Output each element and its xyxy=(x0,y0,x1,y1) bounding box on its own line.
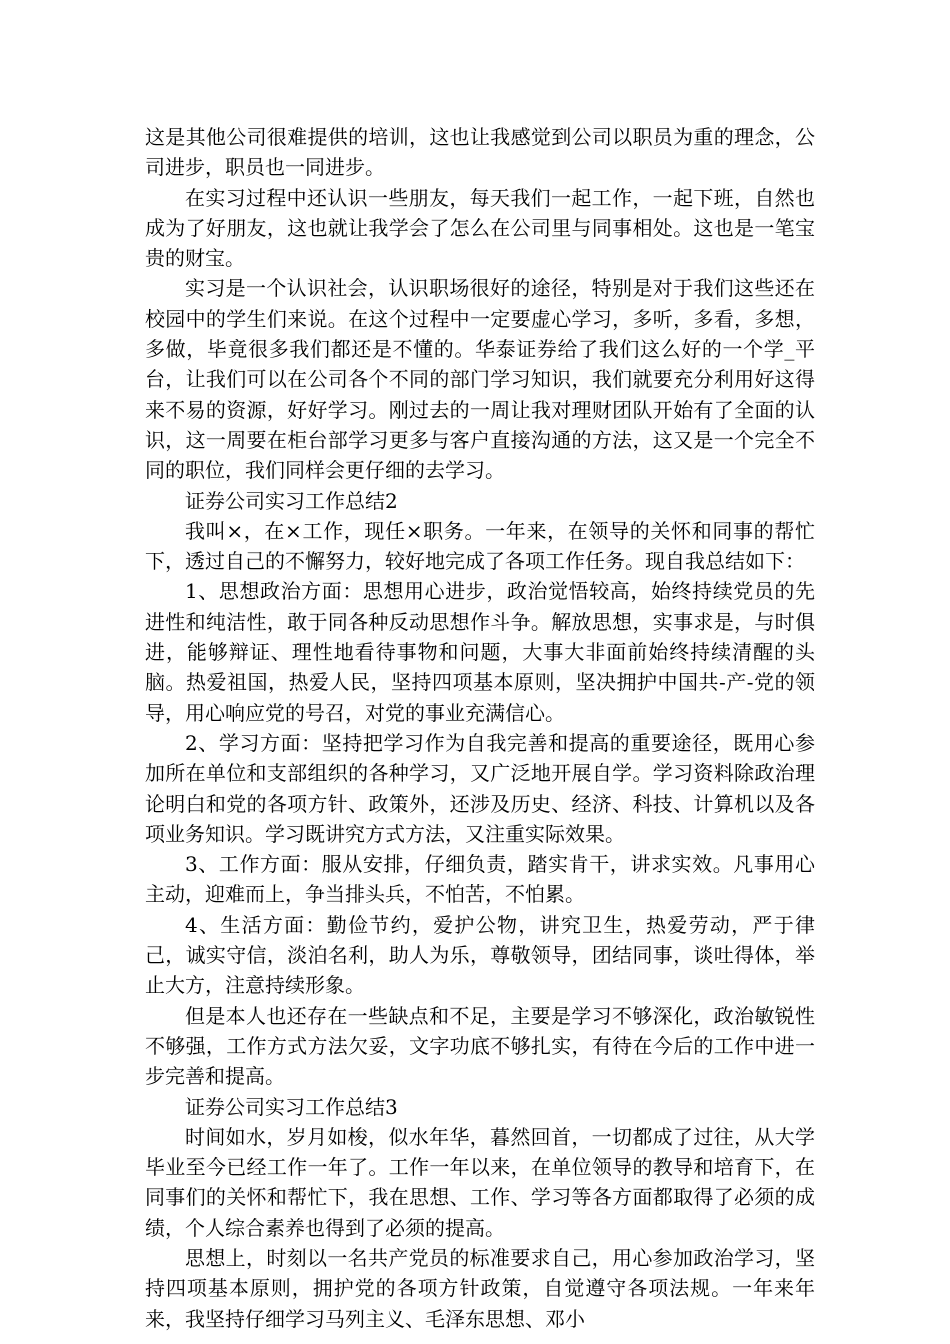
paragraph-life: 4、生活方面：勤俭节约，爱护公物，讲究卫生，热爱劳动，严于律己，诚实守信，淡泊名利，助人为乐，尊敬领导，团结同事，谈吐得体，举止大方，注意持续形象。 xyxy=(145,912,815,998)
paragraph-time: 时间如水，岁月如梭，似水年华，暮然回首，一切都成了过往，从大学毕业至今已经工作一年了。工作一年以来，在单位领导的教导和培育下，在同事们的关怀和帮忙下，我在思想、工作、学习等各方面都取得了必须的成绩，个人综合素养也得到了必须的提高。 xyxy=(145,1124,815,1240)
paragraph-self-intro: 我叫×，在×工作，现任×职务。一年来，在领导的关怀和同事的帮忙下，透过自己的不懈努力，较好地完成了各项工作任务。现自我总结如下： xyxy=(145,518,815,574)
paragraph-shortcomings: 但是本人也还存在一些缺点和不足，主要是学习不够深化，政治敏锐性不够强，工作方式方法欠妥，文字功底不够扎实，有待在今后的工作中进一步完善和提高。 xyxy=(145,1003,815,1089)
paragraph-work: 3、工作方面：服从安排，仔细负责，踏实肯干，讲求实效。凡事用心主动，迎难而上，争当排头兵，不怕苦，不怕累。 xyxy=(145,852,815,907)
section-heading-summary-2: 证券公司实习工作总结2 xyxy=(185,488,398,513)
paragraph-internship: 实习是一个认识社会，认识职场很好的途径，特别是对于我们这些还在校园中的学生们来说。在这个过程中一定要虚心学习，多听，多看，多想，多做，毕竟很多我们都还是不懂的。华泰证券给了我们这么好的一个学_平台，让我们可以在公司各个不同的部门学习知识，我们就要充分利用好这得来不易的资源，好好学习。刚过去的一周让我对理财团队开始有了全面的认识，这一周要在柜台部学习更多与客户直接沟通的方法，这又是一个完全不同的职位，我们同样会更仔细的去学习。 xyxy=(145,276,815,483)
section-heading-summary-3: 证券公司实习工作总结3 xyxy=(185,1094,398,1119)
paragraph-politics: 1、思想政治方面：思想用心进步，政治觉悟较高，始终持续党员的先进性和纯洁性，敢于同各种反动思想作斗争。解放思想，实事求是，与时俱进，能够辩证、理性地看待事物和问题，大事大非面前始终持续清醒的头脑。热爱祖国，热爱人民，坚持四项基本原则，坚决拥护中国共-产-党的领导，用心响应党的号召，对党的事业充满信心。 xyxy=(145,579,815,725)
paragraph-intro: 这是其他公司很难提供的培训，这也让我感觉到公司以职员为重的理念，公司进步，职员也一同进步。 xyxy=(145,125,815,180)
paragraph-study: 2、学习方面：坚持把学习作为自我完善和提高的重要途径，既用心参加所在单位和支部组织的各种学习，又广泛地开展自学。学习资料除政治理论明白和党的各项方针、政策外，还涉及历史、经济、科技、计算机以及各项业务知识。学习既讲究方式方法，又注重实际效果。 xyxy=(145,730,815,846)
paragraph-friends: 在实习过程中还认识一些朋友，每天我们一起工作，一起下班，自然也成为了好朋友，这也就让我学会了怎么在公司里与同事相处。这也是一笔宝贵的财宝。 xyxy=(145,185,815,271)
paragraph-ideology: 思想上，时刻以一名共产党员的标准要求自己，用心参加政治学习，坚持四项基本原则，拥护党的各项方针政策，自觉遵守各项法规。一年来年来，我坚持仔细学习马列主义、毛泽东思想、邓小 xyxy=(145,1245,815,1331)
document-body xyxy=(145,122,815,1334)
